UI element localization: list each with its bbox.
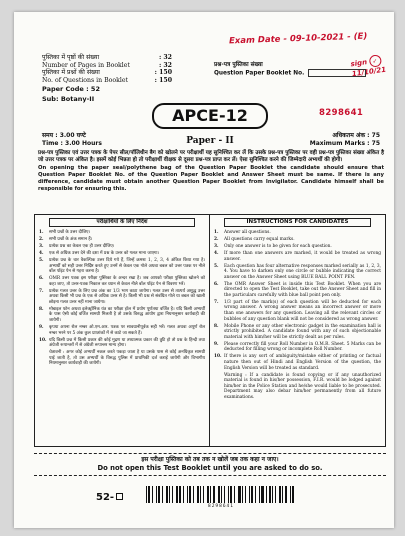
info-row [42, 69, 172, 77]
barcode-bar [152, 486, 153, 503]
instruction-item [214, 282, 381, 299]
instruction-number: 3. [214, 243, 219, 249]
instructions-panel [34, 214, 386, 447]
instruction-text: Please correctly fill your Roll Number in O.M.R. Sheet. 5 Marks can be deducted for filling wrong or incomplete Roll Number. [224, 341, 381, 353]
instruction-text: Answer all questions. [224, 230, 271, 235]
barcode-bar [213, 486, 215, 503]
instruction-text: Warning : If a candidate is found copying or if any unauthorized material is found in his/her possession, F.I.R. would be lodged against him/her in the Police Station and he/she would liable to be prosecuted. Department may also debar him/her permanently from all future examinations. [224, 372, 381, 400]
barcode-bar [187, 486, 188, 503]
instructions-english [210, 215, 385, 446]
instruction-item [214, 300, 381, 322]
barcode-bar [249, 486, 250, 503]
instructions-hindi [35, 215, 210, 446]
instruction-number [214, 373, 224, 401]
question-booklet-cover [14, 12, 394, 528]
instructions-english-list [214, 230, 381, 401]
marks-english: Maximum Marks : 75 [309, 139, 380, 147]
barcode-bar [255, 486, 256, 503]
instruction-text: प्रत्येक प्रश्न के चार वैकल्पिक उत्तर दिये गये हैं, जिन्हें क्रमशः 1, 2, 3, 4 अंकित किया गया है। अभ्यर्थी को सही उत्तर निर्दिष्ट करते हुए उनमें से केवल एक गोले अथवा बबल को उत्तर पत्रक पर नीले बॉल पॉइंट पेन से गहरा करना है। [49, 257, 205, 275]
instructions-hindi-list [39, 230, 205, 367]
barcode-bar [166, 486, 168, 503]
instruction-item [214, 324, 381, 341]
handwritten-exam-date: Exam Date - 09-10-2021 - (E) [228, 31, 368, 47]
paper-code: Paper Code : 52 [42, 85, 100, 94]
instruction-number: 9. [214, 341, 219, 347]
signature-scribble: sign [350, 58, 368, 69]
instruction-item [39, 350, 205, 367]
booklet-info [42, 54, 172, 104]
instruction-item [214, 264, 381, 281]
instruction-text: Mobile Phone or any other electronic gadget in the examination hall is strictly prohibited. A candidate found with any of such objectionable material with him/her will be strictly dealt as per rules. [224, 323, 381, 340]
instruction-number: 7. [214, 299, 219, 305]
instruction-number: 10. [39, 337, 47, 343]
serial-number: 8298641 [319, 108, 364, 118]
barcode-bar [156, 486, 157, 503]
barcode-bar [285, 486, 288, 503]
instruction-text: यदि किसी प्रश्न में किसी प्रकार की कोई मुद्रण या तथ्यात्मक प्रकार की त्रुटि हो तो प्रश्न के हिन्दी तथा अंग्रेजी रूपान्तरों में से अंग्रेजी रूपान्तर मान्य होगा। [49, 337, 205, 349]
instruction-number: 5. [39, 257, 44, 263]
instruction-text: सभी प्रश्नों के उत्तर दीजिए। [49, 230, 91, 235]
barcode-bar [261, 486, 264, 503]
barcode-bar [169, 486, 170, 503]
info-label: पुस्तिका में पृष्ठों की संख्या [42, 54, 100, 61]
barcode-bar [290, 486, 291, 503]
barcode [146, 486, 296, 503]
paper-label: Paper - II [186, 136, 234, 146]
barcode-bar [251, 486, 253, 503]
time-english: Time : 3.00 Hours [42, 139, 102, 147]
instruction-item [214, 237, 381, 243]
instruction-number: 10. [214, 354, 222, 360]
qbn-hindi-label: प्रश्न-पत्र पुस्तिका संख्या [214, 62, 263, 68]
instruction-number: 6. [39, 276, 44, 282]
barcode-bar [228, 486, 229, 503]
instructions-hindi-heading: परीक्षार्थियों के लिए निर्देश [49, 218, 195, 227]
info-value: : 32 [158, 54, 172, 61]
seal-warning-english: On opening the paper seal/polythene bag of the Question Paper Booklet the candidate should ensure that Question Paper Booklet No. of the Question Paper Booklet and Answer Sheet must be same. If there is any difference, candidate must obtain another Question Paper Booklet from Invigilator. Candidate himself shall be responsible for ensuring this. [38, 165, 384, 192]
series-code: APCE-12 [152, 103, 268, 129]
barcode-bar [266, 486, 267, 503]
footer-paper-code-text: 52- [96, 492, 115, 503]
instruction-number: 1. [214, 230, 219, 235]
barcode-bar [179, 486, 182, 503]
instruction-text: Only one answer is to be given for each question. [224, 243, 332, 249]
seal-warning-hindi: प्रश्न-पत्र पुस्तिका एवं उत्तर पत्रक के पेपर सील/पॉलिथीन बैग को खोलने पर परीक्षार्थी यह सुनिश्चित कर लें कि उसके प्रश्न-पत्र पुस्तिका पर वही प्रश्न-पत्र पुस्तिका संख्या अंकित है जो उत्तर पत्रक पर अंकित है। इसमें कोई भिन्नता हो तो परीक्षार्थी वीक्षक से दूसरा प्रश्न-पत्र प्राप्त कर लें। ऐसा सुनिश्चित करने की जिम्मेदारी अभ्यर्थी की होगी। [38, 150, 384, 163]
barcode-bar [176, 486, 178, 503]
time-info [42, 132, 102, 148]
instruction-item [39, 237, 205, 243]
barcode-text: 8298641 [208, 504, 234, 509]
instruction-item [214, 354, 381, 371]
instruction-item [39, 244, 205, 250]
instruction-text: चेतावनी : अगर कोई अभ्यर्थी नकल करते पकड़ा जाता है या उसके पास से कोई अनधिकृत सामग्री पाई जाती है, तो उस अभ्यर्थी के विरुद्ध पुलिस में प्राथमिकी दर्ज कराई जायेगी और विभागीय नियमानुसार कार्यवाही की जायेगी। [49, 350, 205, 367]
instruction-item [39, 276, 205, 287]
instruction-text: कृपया अपना रोल नम्बर ओ.एम.आर. पत्रक पर सावधानीपूर्वक सही भरें। गलत अथवा अपूर्ण रोल नम्बर भरने पर 5 अंक कुल प्राप्तांकों में से काटे जा सकते हैं। [49, 325, 205, 336]
info-value: : 150 [154, 69, 172, 77]
instruction-item [214, 373, 381, 401]
instruction-text: All questions carry equal marks. [224, 236, 295, 242]
instruction-number: 8. [214, 323, 219, 329]
instruction-number: 2. [39, 236, 44, 242]
marks-info [310, 132, 380, 148]
barcode-bar [200, 486, 201, 503]
barcode-bar [162, 486, 163, 503]
checkbox-square-icon [116, 493, 123, 500]
barcode-bar [292, 486, 294, 503]
barcode-bar [282, 486, 283, 503]
instruction-number: 3. [39, 243, 44, 249]
instruction-number: 6. [214, 281, 219, 287]
instruction-item [214, 244, 381, 250]
instruction-item [214, 342, 381, 353]
info-value: : 32 [158, 61, 172, 69]
instruction-text: OMR उत्तर पत्रक इस परीक्षा पुस्तिका के अन्दर रखा है। जब आपको परीक्षा पुस्तिका खोलने को कहा जाए, तो उत्तर-पत्रक निकाल कर ध्यान से केवल नीले बॉल पॉइंट पेन से विवरण भरें। [49, 276, 205, 287]
info-value: : 150 [154, 76, 172, 84]
instructions-english-heading: INSTRUCTIONS FOR CANDIDATES [224, 218, 371, 227]
instruction-number: 9. [39, 325, 44, 331]
instruction-item [214, 230, 381, 236]
barcode-bar [245, 486, 246, 503]
do-not-open-english: Do not open this Test Booklet until you are asked to do so. [97, 464, 323, 472]
info-label: No. of Questions in Booklet [42, 76, 128, 84]
footer-paper-code [96, 492, 123, 503]
instruction-text: The OMR Answer Sheet is inside this Test Booklet. When you are directed to open the Test Booklet, take out the Answer Sheet and fill in the particulars carefully with blue ball point pen only. [224, 281, 381, 298]
instruction-number [39, 350, 49, 367]
info-label: Number of Pages in Booklet [42, 61, 130, 69]
instruction-item [39, 251, 205, 257]
barcode-bar [279, 486, 281, 503]
barcode-bar [172, 486, 173, 503]
barcode-bar [183, 486, 184, 503]
barcode-bar [146, 486, 147, 503]
barcode-bar [148, 486, 150, 503]
info-row [42, 54, 172, 62]
barcode-bar [221, 486, 222, 503]
instruction-text: 1/3 part of the mark(s) of each question will be deducted for each wrong answer. A wrong answer means an incorrect answer or more than one answers for any question. Leaving all the relevant circles or bubbles of any question blank will not be considered as wrong answer. [224, 299, 381, 322]
barcode-bar [238, 486, 241, 503]
instruction-item [214, 251, 381, 262]
do-not-open-notice [34, 453, 386, 476]
signature-date: 11/10/21 [351, 65, 387, 79]
barcode-bar [230, 486, 232, 503]
qbn-english-label: Question Paper Booklet No. [214, 70, 305, 77]
qbn-box [308, 69, 366, 77]
instruction-text: Each question has four alternative responses marked serially as 1, 2, 3, 4. You have to darken only one circle or bubble indicating the correct answer on the Answer Sheet using BLUE BALL POINT PEN. [224, 263, 381, 280]
signature-circle-icon: ✓ [368, 54, 382, 68]
info-label: पुस्तिका में प्रश्नों की संख्या [42, 69, 100, 77]
barcode-bar [210, 486, 211, 503]
marks-hindi: अधिकतम अंक : 75 [332, 132, 380, 139]
barcode-bar [203, 486, 204, 503]
instruction-text: एक से अधिक उत्तर देने की दशा में प्रश्न के उत्तर को गलत माना जाएगा। [49, 250, 160, 256]
instruction-text: If more than one answers are marked, it would be treated as wrong answer. [224, 250, 381, 262]
time-hindi: समय : 3.00 घण्टे [42, 132, 86, 139]
instruction-text: If there is any sort of ambiguity/mistake either of printing or factual nature then out of Hindi and English Version of the question, the English Version will be treated as standard. [224, 354, 381, 371]
instruction-text: प्रत्येक गलत उत्तर के लिए प्रश्न अंक का 1/3 भाग काटा जायेगा। गलत उत्तर से तात्पर्य अशुद्ध उत्तर अथवा किसी भी प्रश्न के एक से अधिक उत्तर से है। किसी भी प्रश्न से संबंधित गोले या बबल को खाली छोड़ना गलत उत्तर नहीं माना जायेगा। [49, 288, 205, 305]
instruction-item [39, 325, 205, 336]
instruction-number: 4. [39, 250, 44, 256]
barcode-bar [158, 486, 161, 503]
instruction-item [39, 307, 205, 324]
info-row [42, 77, 172, 85]
instruction-text: प्रत्येक प्रश्न का केवल एक ही उत्तर दीजिए। [49, 243, 115, 249]
instruction-number: 7. [39, 288, 44, 294]
instruction-number: 1. [39, 230, 44, 235]
instruction-item [39, 289, 205, 306]
instruction-item [39, 258, 205, 275]
instruction-text: मोबाइल फोन अथवा इलेक्ट्रॉनिक यंत्र का परीक्षा हॉल में प्रयोग पूर्णतया वर्जित है। यदि किसी अभ्यर्थी के पास ऐसी कोई वर्जित सामग्री मिलती है तो उसके विरुद्ध आयोग द्वारा नियमानुसार कार्यवाही की जायेगी। [49, 306, 205, 324]
instruction-text: सभी प्रश्नों के अंक समान हैं। [49, 236, 93, 242]
instruction-number: 4. [214, 250, 219, 256]
instruction-item [39, 338, 205, 349]
instruction-number: 5. [214, 263, 219, 269]
subject: Sub: Botany-II [42, 94, 95, 103]
barcode-bar [242, 486, 244, 503]
barcode-bar [272, 486, 273, 503]
do-not-open-hindi: इस परीक्षा पुस्तिका को तब तक न खोलें जब तक कहा न जाए। [141, 456, 279, 463]
barcode-bar [275, 486, 276, 503]
barcode-bar [207, 486, 209, 503]
barcode-bar [189, 486, 191, 503]
seal-warning [38, 150, 384, 193]
instruction-number: 8. [39, 306, 44, 312]
instruction-number: 2. [214, 236, 219, 242]
question-booklet-number [214, 62, 366, 78]
barcode-bar [193, 486, 194, 503]
barcode-bar [224, 486, 225, 503]
barcode-bar [197, 486, 200, 503]
barcode-bar [234, 486, 235, 503]
barcode-bar [269, 486, 271, 503]
instruction-item [39, 230, 205, 236]
barcode-bar [259, 486, 260, 503]
barcode-bar [218, 486, 221, 503]
